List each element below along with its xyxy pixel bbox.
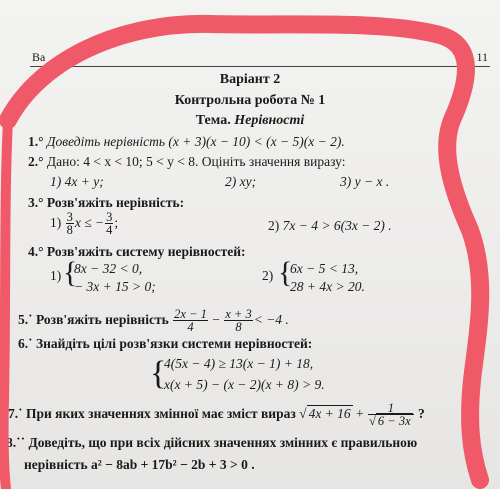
task-7 [8, 400, 425, 428]
fraction-numerator: 1 [368, 402, 414, 415]
topic-name: Нерівності [234, 113, 305, 128]
fraction-numerator: 2x − 1 [174, 307, 207, 322]
page-header [30, 44, 490, 67]
brace-icon: { [278, 256, 293, 289]
sqrt-icon: √ [299, 406, 307, 421]
task-5 [18, 306, 289, 334]
operator: + [356, 406, 364, 421]
test-subtitle: Контрольна робота № 1 [174, 93, 326, 108]
task-number: 4.° [28, 244, 44, 259]
task-3-part-2 [268, 218, 392, 234]
task-text: Розв'яжіть систему нерівностей: [46, 244, 246, 259]
part-label: 2) [268, 218, 280, 233]
system-2-line-2: 28 + 4x > 20. [290, 279, 365, 294]
fraction [173, 308, 208, 333]
task-8 [6, 435, 417, 451]
task-3 [28, 195, 184, 211]
task-number: 7.˙ [8, 406, 23, 421]
task-number: 3.° [28, 195, 44, 210]
fraction-denominator: 4 [106, 223, 113, 238]
variant-title: Варіант 2 [219, 72, 281, 87]
fraction [224, 308, 252, 333]
task-4 [28, 244, 245, 260]
task-6 [18, 336, 312, 352]
task-text: Розв'яжіть нерівність [36, 312, 169, 327]
task-2-option-2: 2) xy; [225, 174, 257, 189]
task-2-option-1: 1) 4x + y; [50, 174, 104, 189]
page-number: 11 [476, 50, 488, 64]
root-expression: 4x + 16 [308, 406, 351, 421]
task-3-part-1 [50, 210, 118, 236]
system-line-1: 4(5x − 4) ≥ 13(x − 1) + 18, [164, 356, 314, 371]
system-2-label: 2) [262, 268, 274, 283]
topic-prefix: Тема. [195, 113, 231, 128]
task-text: Розв'яжіть нерівність: [46, 195, 185, 210]
task-text: Доведіть нерівність (x + 3)(x − 10) < (x − 5)(x − 2). [46, 134, 345, 149]
task-1 [28, 134, 345, 150]
fraction [66, 211, 74, 236]
task-text: При яких значеннях змінної має зміст вираз [26, 406, 296, 421]
brace-icon: { [150, 355, 167, 392]
fraction [105, 211, 113, 236]
inequality-end: < −4 . [253, 312, 289, 327]
topic-line [0, 113, 500, 129]
task-number: 1.° [28, 134, 44, 149]
part-end: ; [114, 215, 119, 230]
fraction-denominator: √ 6 − 3x [369, 414, 411, 429]
system-1-line-2: − 3x + 15 > 0; [74, 279, 156, 294]
part-label: 1) [50, 215, 62, 230]
task-number: 6.˙ [18, 336, 33, 351]
question-mark: ? [418, 406, 425, 421]
fraction-denominator: 8 [235, 320, 242, 335]
task-text: Знайдіть цілі розв'язки системи нерівностей: [36, 336, 313, 351]
fraction-numerator: x + 3 [225, 307, 252, 322]
task-8-line-2 [24, 457, 255, 473]
system-2-line-1: 6x − 5 < 13, [290, 261, 359, 276]
fraction-numerator: 3 [66, 210, 73, 225]
operator: − [212, 312, 220, 327]
system-1-line-1: 8x − 32 < 0, [74, 261, 143, 276]
brace-icon: { [63, 256, 78, 289]
task-2-option-3: 3) y − x . [340, 174, 390, 189]
task-text-line-2: нерівність a² − 8ab + 17b² − 2b + 3 > 0 . [24, 457, 255, 472]
fraction [368, 402, 414, 427]
header-left-text: Ва [32, 50, 46, 64]
fraction-denominator: 4 [187, 320, 194, 335]
task-number: 2.° [28, 154, 44, 169]
fraction-numerator: 3 [106, 210, 113, 225]
inequality-middle: x ≤ − [74, 215, 105, 230]
task-number: 5.˙ [18, 312, 33, 327]
part-text: 7x − 4 > 6(3x − 2) . [282, 218, 392, 233]
root-expression: 6 − 3x [377, 414, 411, 429]
system-1-label: 1) [50, 268, 62, 283]
system-line-2: x(x + 5) − (x − 2)(x + 8) > 9. [164, 377, 325, 392]
task-2 [28, 154, 345, 170]
task-text: Дано: 4 < x < 10; 5 < y < 8. Оцініть значення виразу: [46, 154, 346, 169]
marker-stroke-left [4, 120, 8, 489]
task-text-line-1: Доведіть, що при всіх дійсних значеннях змінних є правильною [28, 435, 418, 450]
task-number: 8.˙˙ [6, 435, 26, 450]
fraction-denominator: 8 [66, 223, 73, 238]
